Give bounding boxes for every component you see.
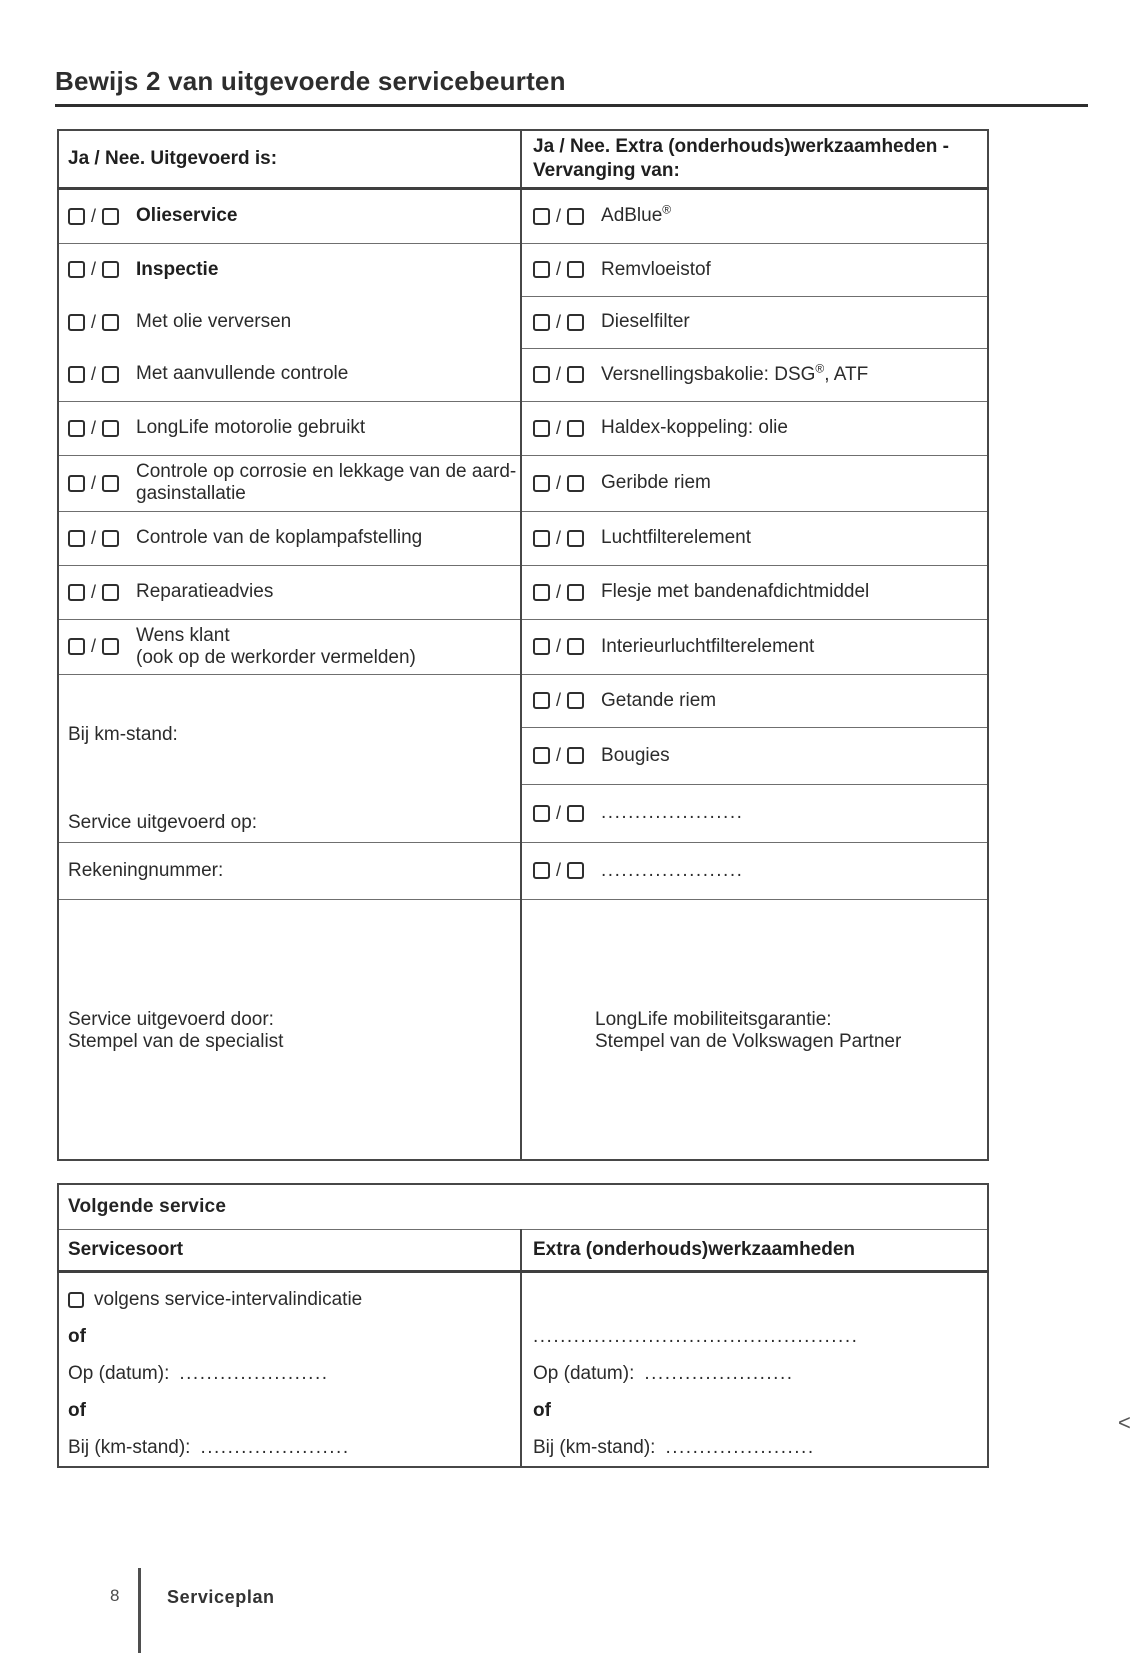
km-label: Bij (km-stand): — [533, 1436, 656, 1458]
yes-checkbox[interactable] — [533, 747, 550, 764]
no-checkbox[interactable] — [102, 314, 119, 331]
row-label: Remvloeistof — [601, 258, 711, 280]
row-label: Haldex-koppeling: olie — [601, 417, 788, 438]
service-type-header: Servicesoort — [68, 1239, 184, 1260]
checkbox-separator: / — [91, 472, 97, 493]
footer-page-number: 8 — [110, 1586, 120, 1605]
km-fill-in-line[interactable]: ...................... — [665, 1436, 815, 1458]
no-checkbox[interactable] — [567, 208, 584, 225]
stamp-partner-cell — [521, 899, 988, 1160]
no-checkbox[interactable] — [567, 584, 584, 601]
yes-no-checkbox-pair — [533, 636, 584, 657]
yes-no-checkbox-pair — [533, 259, 584, 280]
checkbox-separator: / — [91, 636, 97, 656]
next-service-table — [57, 1183, 989, 1468]
yes-checkbox[interactable] — [533, 314, 550, 331]
table-row — [58, 511, 988, 565]
no-checkbox[interactable] — [567, 530, 584, 547]
registered-trademark: ® — [815, 361, 825, 376]
service-performed-on-label: Service uitgevoerd op: — [68, 812, 258, 833]
row-label: Luchtfilterelement — [601, 527, 751, 548]
row-label: Bougies — [601, 744, 670, 766]
row-label-text: , ATF — [824, 363, 869, 385]
no-checkbox[interactable] — [102, 530, 119, 547]
row-label: Flesje met bandenafdichtmiddel — [601, 581, 870, 602]
checkbox-separator: / — [91, 363, 97, 384]
row-label-line2: gasinstallatie — [136, 483, 246, 504]
yes-no-checkbox-pair — [68, 473, 119, 494]
table-row — [58, 188, 988, 243]
table-row — [58, 455, 988, 511]
no-checkbox[interactable] — [102, 208, 119, 225]
no-checkbox[interactable] — [102, 366, 119, 383]
no-checkbox[interactable] — [567, 261, 584, 278]
yes-checkbox[interactable] — [533, 208, 550, 225]
page-title: Bewijs 2 van uitgevoerde servicebeurten — [55, 66, 566, 96]
yes-checkbox[interactable] — [68, 420, 85, 437]
yes-checkbox[interactable] — [533, 475, 550, 492]
registered-trademark: ® — [662, 202, 672, 217]
yes-checkbox[interactable] — [533, 638, 550, 655]
row-label: Getande riem — [601, 689, 717, 711]
checkbox-separator: / — [91, 259, 97, 280]
date-fill-in-line[interactable]: ...................... — [179, 1362, 329, 1384]
no-checkbox[interactable] — [567, 366, 584, 383]
yes-no-checkbox-pair — [68, 582, 119, 603]
checkbox-separator: / — [556, 690, 562, 710]
yes-checkbox[interactable] — [68, 584, 85, 601]
header-left-cell — [58, 130, 521, 188]
yes-no-checkbox-pair — [68, 418, 119, 439]
yes-no-checkbox-pair — [533, 206, 584, 227]
km-reading-label: Bij km-stand: — [68, 724, 178, 745]
no-checkbox[interactable] — [102, 420, 119, 437]
checkbox-separator: / — [556, 802, 562, 823]
yes-checkbox[interactable] — [533, 805, 550, 822]
checkbox-separator: / — [91, 527, 97, 548]
yes-no-checkbox-pair — [533, 690, 584, 711]
yes-no-checkbox-pair — [533, 582, 584, 603]
stamp-specialist-cell — [58, 899, 521, 1160]
checkbox-separator: / — [556, 472, 562, 493]
yes-no-checkbox-pair — [68, 636, 119, 657]
yes-checkbox[interactable] — [533, 692, 550, 709]
checkbox-separator: / — [556, 581, 562, 602]
date-label: Op (datum): — [68, 1362, 170, 1384]
row-label: Geribde riem — [601, 472, 711, 493]
yes-checkbox[interactable] — [533, 420, 550, 437]
checkbox-separator: / — [556, 259, 562, 279]
no-checkbox[interactable] — [567, 747, 584, 764]
header-right-cell — [521, 130, 988, 188]
checkbox-separator: / — [556, 364, 562, 384]
row-label — [136, 461, 516, 505]
row-label: Met aanvullende controle — [136, 363, 349, 385]
no-checkbox[interactable] — [102, 584, 119, 601]
row-label: Met olie verversen — [136, 311, 292, 332]
yes-checkbox[interactable] — [68, 530, 85, 547]
next-service-caption-row — [58, 1184, 988, 1230]
fill-in-line[interactable]: ..................... — [601, 859, 744, 881]
checkbox-separator: / — [556, 745, 562, 765]
extra-work-header: Extra (onderhouds)werkzaamheden — [533, 1239, 856, 1260]
row-label — [136, 625, 416, 669]
footer-booklet-title: Serviceplan — [167, 1587, 275, 1607]
yes-no-checkbox-pair — [533, 745, 584, 766]
header-right-line1: Ja / Nee. Extra (onderhouds)werkzaamheden - — [533, 135, 950, 157]
table-row — [58, 674, 988, 727]
yes-no-checkbox-pair — [68, 312, 119, 333]
row-label: LongLife motorolie gebruikt — [136, 417, 366, 438]
extra-work-fill-in-line[interactable]: ................................................ — [533, 1325, 859, 1347]
table-row — [58, 348, 988, 401]
table-row — [58, 243, 988, 296]
no-checkbox[interactable] — [567, 314, 584, 331]
yes-checkbox[interactable] — [68, 314, 85, 331]
row-label: Interieurluchtfilterelement — [601, 635, 815, 657]
row-label-line2: (ook op de werkorder vermelden) — [136, 646, 416, 668]
yes-no-checkbox-pair — [533, 473, 584, 494]
service-performed-by-label: Service uitgevoerd door: — [68, 1009, 274, 1031]
yes-no-checkbox-pair — [533, 364, 584, 385]
yes-checkbox[interactable] — [68, 261, 85, 278]
row-label-line1: Controle op corrosie en lekkage van de aard- — [136, 461, 517, 482]
no-checkbox[interactable] — [102, 261, 119, 278]
yes-no-checkbox-pair — [533, 418, 584, 439]
date-label: Op (datum): — [533, 1362, 635, 1384]
row-label: Controle van de koplampafstelling — [136, 527, 423, 548]
invoice-number-label: Rekeningnummer: — [68, 859, 224, 881]
yes-no-checkbox-pair — [533, 860, 584, 881]
yes-no-checkbox-pair — [533, 312, 584, 333]
stamp-partner-label: Stempel van de Volkswagen Partner — [595, 1031, 902, 1053]
yes-no-checkbox-pair — [68, 259, 119, 280]
fill-in-line[interactable]: ..................... — [601, 802, 744, 823]
next-service-title: Volgende service — [68, 1196, 227, 1217]
checkbox-separator: / — [556, 311, 562, 332]
yes-no-checkbox-pair — [68, 528, 119, 549]
yes-checkbox[interactable] — [533, 261, 550, 278]
blank-line — [533, 1281, 987, 1318]
row-label-line1: Wens klant — [136, 624, 230, 646]
or-label: of — [68, 1325, 86, 1347]
no-checkbox[interactable] — [567, 862, 584, 879]
checkbox-separator: / — [556, 417, 562, 438]
interval-indication-checkbox[interactable] — [68, 1292, 84, 1308]
date-fill-in-line[interactable]: ...................... — [644, 1362, 794, 1384]
table-row — [58, 565, 988, 619]
yes-checkbox[interactable] — [68, 638, 85, 655]
yes-no-checkbox-pair — [68, 206, 119, 227]
table-header-row — [58, 130, 988, 188]
checkbox-separator: / — [556, 636, 562, 656]
no-checkbox[interactable] — [102, 638, 119, 655]
row-label: Reparatieadvies — [136, 581, 274, 602]
header-right-line2: Vervanging van: — [533, 159, 680, 181]
row-label: Inspectie — [136, 258, 219, 280]
checkbox-separator: / — [91, 417, 97, 438]
next-service-body-row — [58, 1272, 988, 1468]
km-fill-in-line[interactable]: ...................... — [200, 1436, 350, 1458]
checkbox-separator: / — [91, 581, 97, 602]
table-row — [58, 619, 988, 674]
table-row — [58, 296, 988, 348]
yes-checkbox[interactable] — [533, 530, 550, 547]
no-checkbox[interactable] — [567, 805, 584, 822]
yes-checkbox[interactable] — [68, 366, 85, 383]
longlife-mobility-warranty-label: LongLife mobiliteitsgarantie: — [595, 1009, 832, 1031]
yes-no-checkbox-pair — [68, 364, 119, 385]
or-label: of — [68, 1399, 86, 1421]
table-row — [58, 842, 988, 899]
footer-divider-bar — [138, 1568, 141, 1653]
yes-checkbox[interactable] — [533, 862, 550, 879]
row-label — [601, 361, 869, 386]
service-performed-cell — [58, 674, 521, 842]
checkbox-separator: / — [556, 527, 562, 548]
checkbox-separator: / — [91, 205, 97, 226]
no-checkbox[interactable] — [567, 692, 584, 709]
row-label-text: Versnellingsbakolie: DSG — [601, 363, 816, 385]
yes-checkbox[interactable] — [68, 208, 85, 225]
km-label: Bij (km-stand): — [68, 1436, 191, 1458]
yes-checkbox[interactable] — [533, 584, 550, 601]
header-left-label: Ja / Nee. Uitgevoerd is: — [68, 147, 278, 169]
row-label: Dieselfilter — [601, 311, 690, 332]
next-service-header-row — [58, 1230, 988, 1272]
no-checkbox[interactable] — [567, 420, 584, 437]
interval-indication-label: volgens service-intervalindicatie — [94, 1288, 363, 1310]
or-label: of — [533, 1399, 551, 1421]
title-underline — [55, 104, 1088, 107]
no-checkbox[interactable] — [567, 638, 584, 655]
checkbox-separator: / — [556, 860, 562, 880]
row-label — [601, 202, 672, 227]
stamp-row — [58, 899, 988, 1160]
yes-no-checkbox-pair — [533, 528, 584, 549]
no-checkbox[interactable] — [567, 475, 584, 492]
checkbox-separator: / — [556, 205, 562, 226]
stamp-specialist-label: Stempel van de specialist — [68, 1031, 284, 1053]
row-label-text: AdBlue — [601, 205, 663, 226]
page-turn-mark: < — [1118, 1410, 1131, 1435]
yes-no-checkbox-pair — [533, 803, 584, 824]
checkbox-separator: / — [91, 311, 97, 332]
row-label: Olieservice — [136, 205, 238, 226]
yes-checkbox[interactable] — [68, 475, 85, 492]
table-row — [58, 401, 988, 455]
no-checkbox[interactable] — [102, 475, 119, 492]
service-record-table — [57, 129, 989, 1161]
yes-checkbox[interactable] — [533, 366, 550, 383]
